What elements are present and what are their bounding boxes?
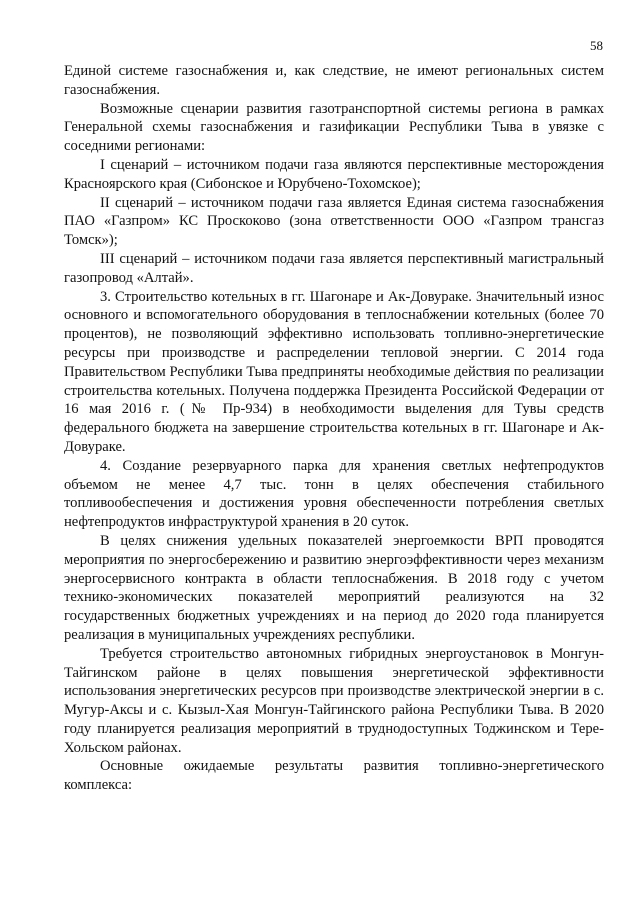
paragraph-item-3-boilers: 3. Строительство котельных в гг. Шагонаре и Ак-Довураке. Значительный износ основного и вспомогательного оборудования в теплоснабжении котельных (более 70 процентов), не позволяющий эффективно использовать топливно-энергетические ресурсы при производстве и распределении тепловой энергии. С 2014 года Правительством Республики Тыва предприняты необходимые действия по реализации строительства котельных. Получена поддержка Президента Российской Федерации от 16 мая 2016 г. (№ Пр-934) в необходимости выделения для Тувы средств федерального бюджета на завершение строительства котельных в гг. Шагонаре и Ак-Довураке. [64,288,604,455]
paragraph-continuation: Единой системе газоснабжения и, как следствие, не имеют региональных систем газоснабжения. [64,63,604,98]
paragraph-expected-results: Основные ожидаемые результаты развития топливно-энергетического комплекса: [64,758,604,794]
document-body [64,62,604,795]
paragraph-energy-saving: В целях снижения удельных показателей энергоемкости ВРП проводятся мероприятия по энергосбережению и развитию энергоэффективности через механизм энергосервисного контракта в области теплоснабжения. В 2018 году с учетом технико-экономических показателей мероприятий реализуются на 32 государственных бюджетных учреждениях и на период до 2020 года планируется реализация в муниципальных учреждениях республики. [64,532,604,643]
paragraph-scenarios-intro: Возможные сценарии развития газотранспортной системы региона в рамках Генеральной схемы газоснабжения и газификации Республики Тыва в увязке с соседними регионами: [64,100,604,155]
paragraph-scenario-1: I сценарий – источником подачи газа являются перспективные месторождения Красноярского края (Сибонское и Юрубчено-Тохомское); [64,156,604,192]
page-number: 58 [590,38,603,53]
paragraph-hybrid-power: Требуется строительство автономных гибридных энергоустановок в Монгун-Тайгинском районе в целях повышения энергетической эффективности использования энергетических ресурсов при производстве электрической энергии в с. Мугур-Аксы и с. Кызыл-Хая Монгун-Тайгинского района Республики Тыва. В 2020 году планируется реализация мероприятий в труднодоступных Тоджинском и Тере-Хольском районах. [64,645,604,756]
paragraph-scenario-2: II сценарий – источником подачи газа является Единая система газоснабжения ПАО «Газпром» КС Проскоково (зона ответственности ООО «Газпром трансгаз Томск»); [64,194,604,249]
paragraph-scenario-3: III сценарий – источником подачи газа является перспективный магистральный газопровод «Алтай». [64,250,604,286]
paragraph-item-4-tank-farm: 4. Создание резервуарного парка для хранения светлых нефтепродуктов объемом не менее 4,7 тыс. тонн в целях обеспечения стабильного топливообеспечения и достижения уровня обеспеченности потребления светлых нефтепродуктов инфраструктурой хранения в 20 суток. [64,457,604,531]
